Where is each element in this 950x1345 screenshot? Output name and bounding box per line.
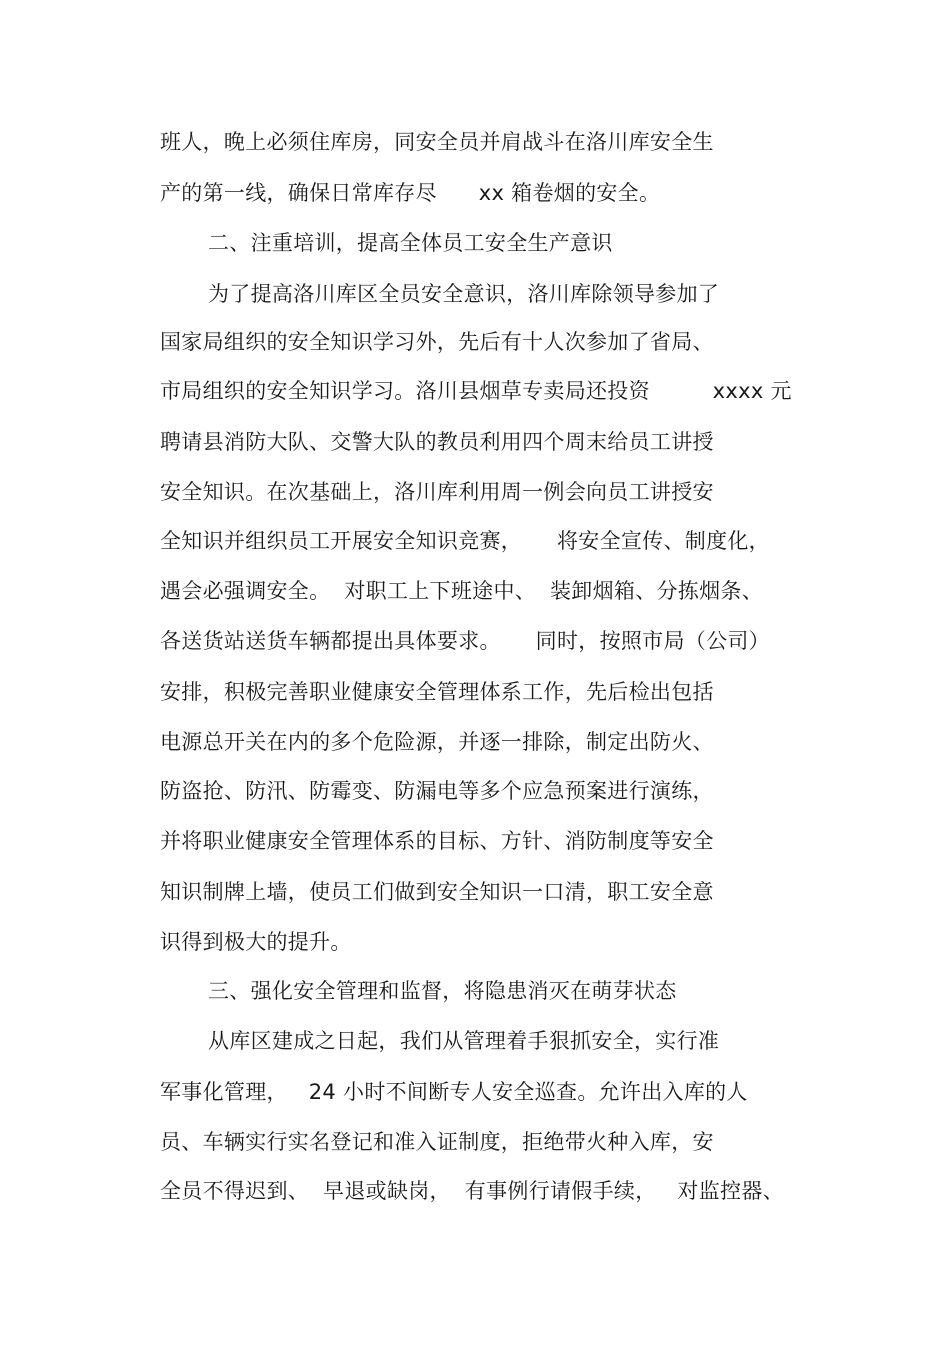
section-heading: 二、注重培训，提高全体员工安全生产意识 (208, 231, 613, 255)
text-line: 为了提高洛川库区全员安全意识，洛川库除领导参加了 (208, 282, 720, 306)
text-line: 知识制牌上墙，使员工们做到安全知识一口清，职工安全意 (160, 880, 714, 904)
text-line: 并将职业健康安全管理体系的目标、方针、消防制度等安全 (160, 829, 714, 853)
text-line: 遇会必强调安全。 对职工上下班途中、 装卸烟箱、分拣烟条、 (160, 579, 763, 603)
text-line: 产的第一线，确保日常库存尽 xx 箱卷烟的安全。 (160, 181, 661, 205)
text-line: 聘请县消防大队、交警大队的教员利用四个周末给员工讲授 (160, 430, 714, 454)
text-line: 军事化管理， 24 小时不间断专人安全巡查。允许出入库的人 (160, 1080, 748, 1104)
text-line: 安排，积极完善职业健康安全管理体系工作，先后检出包括 (160, 680, 714, 704)
section-heading: 三、强化安全管理和监督，将隐患消灭在萌芽状态 (208, 979, 677, 1003)
text-line: 从库区建成之日起，我们从管理着手狠抓安全，实行准 (208, 1029, 720, 1053)
text-line: 电源总开关在内的多个危险源，并逐一排除，制定出防火、 (160, 730, 714, 754)
text-line: 员、车辆实行实名登记和准入证制度，拒绝带火种入库，安 (160, 1130, 714, 1154)
text-line: 各送货站送货车辆都提出具体要求。 同时，按照市局（公司） (160, 629, 770, 653)
text-line: 全知识并组织员工开展安全知识竞赛， 将安全宣传、制度化， (160, 529, 770, 553)
text-line: 市局组织的安全知识学习。洛川县烟草专卖局还投资 xxxx 元 (160, 379, 792, 403)
text-line: 安全知识。在次基础上，洛川库利用周一例会向员工讲授安 (160, 480, 714, 504)
text-line: 全员不得迟到、 早退或缺岗， 有事例行请假手续， 对监控器、 (160, 1179, 784, 1203)
text-line: 班人，晚上必须住库房，同安全员并肩战斗在洛川库安全生 (160, 130, 714, 154)
text-line: 防盗抢、防汛、防霉变、防漏电等多个应急预案进行演练， (160, 779, 714, 803)
text-line: 国家局组织的安全知识学习外，先后有十人次参加了省局、 (160, 330, 714, 354)
text-line: 识得到极大的提升。 (160, 930, 352, 954)
